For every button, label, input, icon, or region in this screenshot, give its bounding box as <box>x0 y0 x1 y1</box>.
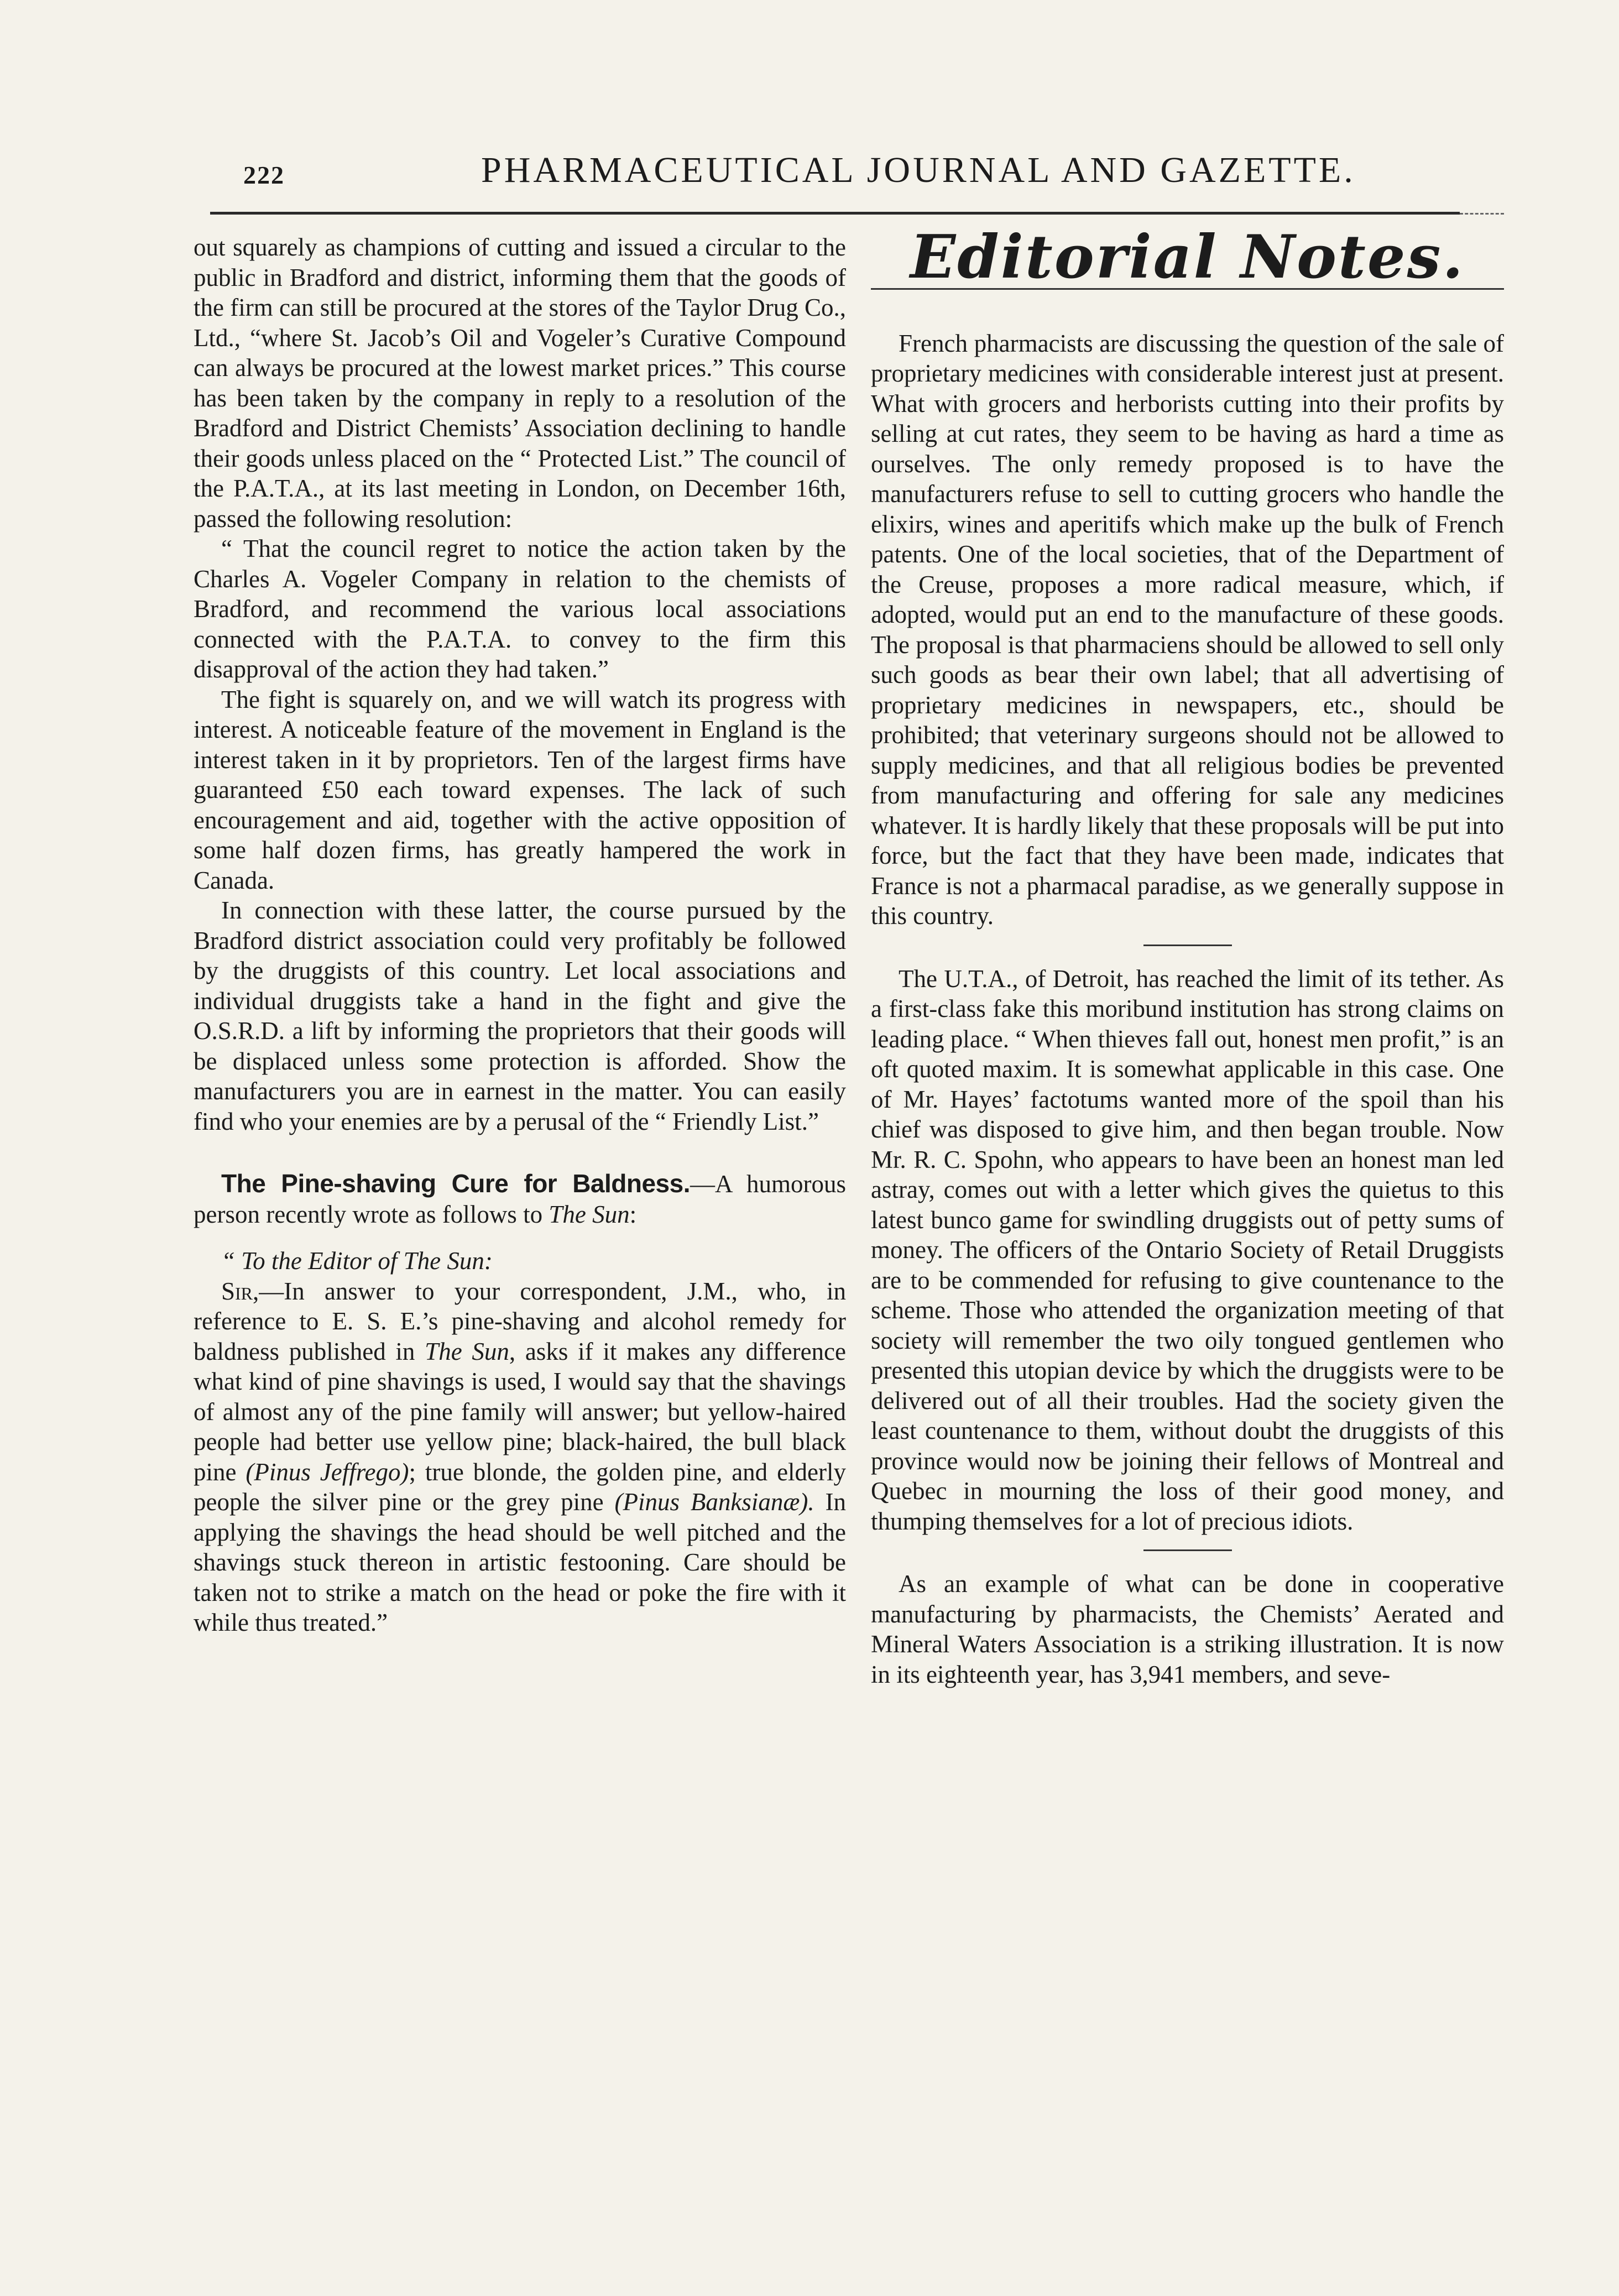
running-head <box>243 149 1356 199</box>
salutation-text: “ To the Editor of The Sun: <box>221 1247 493 1275</box>
editorial-paragraph-3: As an example of what can be done in cooperative manufacturing by pharmacists, the Chemists’ Aerated and Mineral Waters Association is a striking illustration. It is now in its eighteenth year, has 3,941 members, and seve- <box>871 1570 1504 1688</box>
article-lead-paper: The Sun <box>549 1200 630 1228</box>
page-number: 222 <box>243 161 285 189</box>
small-gap <box>194 1229 846 1246</box>
header-rule <box>210 212 1460 215</box>
section-gap <box>194 1136 846 1168</box>
article-heading: The Pine-shaving Cure for Baldness. <box>221 1169 691 1198</box>
left-paragraph-1: out squarely as champions of cutting and issued a circular to the public in Bradford and district, informing them that the goods of the firm can still be procured at the stores of the Taylor Drug Co., Ltd., “where St. Jacob’s Oil and Vogeler’s Curative Compound can always be procured at the lowest market prices.” This course has been taken by the company in reply to a resolution of the Bradford and District Chemists’ Association declining to handle their goods unless placed on the “ Protected List.” The council of the P.A.T.A., at its last meeting in London, on December 16th, passed the following resolution: <box>194 233 846 533</box>
pinus-banksianae: (Pinus Banksianæ). <box>614 1488 814 1516</box>
left-paragraph-3: The fight is squarely on, and we will watch its progress with interest. A noticeable feature of the movement in England is the interest taken in it by proprietors. Ten of the largest firms have guaranteed £50 each toward expenses. The lack of such encouragement and aid, together with the active opposition of some half dozen firms, has greatly hampered the work in Canada. <box>194 685 846 894</box>
journal-title: PHARMACEUTICAL JOURNAL AND GAZETTE. <box>481 150 1356 190</box>
article-intro <box>194 1168 846 1229</box>
right-column <box>871 222 1504 1689</box>
letter-part-2: , asks if it makes any difference what kind of pine shavings is used, I would say that the shavings of almost any of the pine family will answer; but yellow-haired people had better use yellow pine; black-haired, the bull black pine <box>194 1337 847 1486</box>
left-column <box>194 232 846 1638</box>
letter-sir: Sir <box>221 1277 253 1305</box>
article-lead-end: : <box>629 1200 637 1228</box>
letter-part-4: In applying the shavings the head should be well pitched and the shavings stuck thereon in artistic festooning. Care should be taken not to strike a match on the head or poke the fire with it while thus treated.” <box>194 1488 846 1636</box>
separator-rule <box>1143 1549 1232 1551</box>
header-rule-tail <box>1460 213 1504 215</box>
article-lead: —A humorous person recently wrote as follows to <box>194 1170 847 1228</box>
letter-part-3: ; true blonde, the golden pine, and elderly people the silver pine or the grey pine <box>194 1458 847 1516</box>
letter-paper-name: The Sun <box>425 1337 509 1365</box>
editorial-paragraph-2: The U.T.A., of Detroit, has reached the limit of its tether. As a first-class fake this moribund institution has strong claims on leading place. “ When thieves fall out, honest men profit,” is an oft quoted maxim. It is somewhat applicable in this case. One of Mr. Hayes’ factotums wanted more of the spoil than his chief was disposed to give him, and then began trouble. Now Mr. R. C. Spohn, who appears to have been an honest man led astray, comes out with a letter which gives the quietus to this latest bunco game for swindling druggists out of petty sums of money. The officers of the Ontario Society of Retail Druggists are to be commended for refusing to give countenance to the scheme. Those who attended the organization meeting of that society will remember the two oily tongued gentlemen who presented this utopian device by which the druggists were to be delivered out of all their troubles. Had the society given the least countenance to them, without doubt the druggists of this province would now be joining their fellows of Montreal and Quebec in mourning the loss of their good money, and thumping themselves for a lot of precious idiots. <box>871 964 1504 1535</box>
editorial-paragraph-1: French pharmacists are discussing the question of the sale of proprietary medicines with considerable interest just at present. What with grocers and herborists cutting into their profits by selling at cut rates, they seem to be having as hard a time as ourselves. The only remedy proposed is to have the manufacturers refuse to sell to cutting grocers who handle the elixirs, wines and aperitifs which make up the bulk of French patents. One of the local societies, that of the Department of the Creuse, proposes a more radical measure, which, if adopted, would put an end to the manufacture of these goods. The proposal is that pharmaciens should be allowed to sell only such goods as bear their own label; that all advertising of proprietary medicines in newspapers, etc., should be prohibited; that veterinary surgeons should not be allowed to supply medicines, and that all religious bodies be prevented from manufacturing and offering for sale any medicines whatever. It is hardly likely that these proposals will be put into force, but the fact that they have been made, indicates that France is not a pharmacal paradise, as we generally suppose in this country. <box>871 329 1504 930</box>
letter-body <box>194 1276 846 1638</box>
resolution-quote: “ That the council regret to notice the action taken by the Charles A. Vogeler Company in relation to the chemists of Bradford, and recommend the various local associations connected with the P.A.T.A. to convey to the firm this disapproval of the action they had taken.” <box>194 535 846 683</box>
separator-rule <box>1143 945 1232 946</box>
editorial-notes-title: Editorial Notes. <box>910 222 1465 292</box>
left-paragraph-4: In connection with these latter, the course pursued by the Bradford district association could very profitably be followed by the druggists of this country. Let local associations and individual druggists take a hand in the fight and give the O.S.R.D. a lift by informing the proprietors that their goods will be displaced unless some protection is afforded. Show the manufacturers you are in earnest in the matter. You can easily find who your enemies are by a perusal of the “ Friendly List.” <box>194 896 846 1135</box>
pinus-jeffrego: (Pinus Jeffrego) <box>246 1458 409 1486</box>
letter-part-1: ,—In answer to your correspondent, J.M., who, in reference to E. S. E.’s pine-shaving and alcohol remedy for baldness published in <box>194 1277 846 1365</box>
letter-salutation <box>194 1246 846 1276</box>
